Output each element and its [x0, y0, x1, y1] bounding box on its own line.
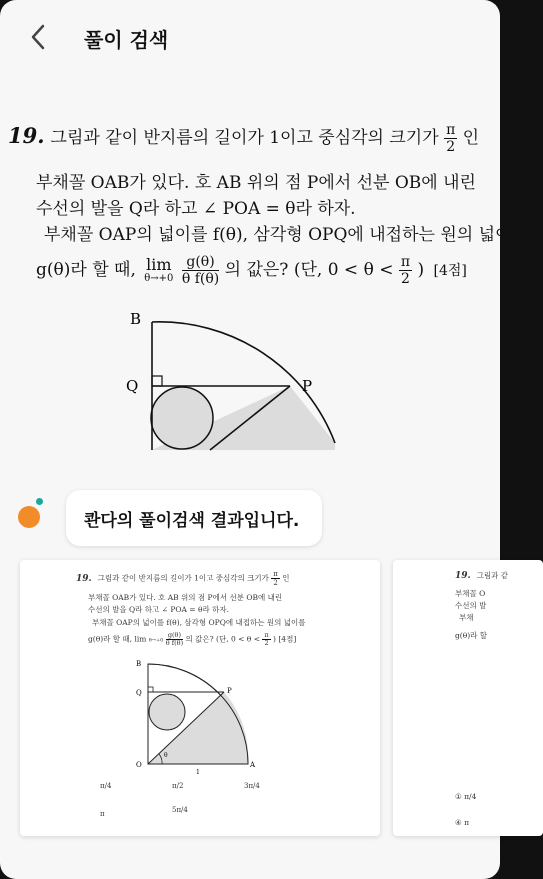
svg-text:A: A [250, 761, 256, 769]
page-title: 풀이 검색 [84, 28, 169, 52]
card-fraction: $\frac{\pi}{2}$ [273, 570, 278, 587]
fraction-pi-over-2: $\frac{\pi}{2}$ [446, 122, 456, 155]
svg-text:1: 1 [196, 769, 200, 776]
message-text: 콴다의 풀이검색 결과입니다. [84, 511, 300, 531]
result-card-partial[interactable] [393, 560, 543, 836]
card-choice-5: 5π/4 [172, 806, 188, 814]
limit: lim θ→+0 [144, 254, 174, 284]
card2-line-2: 부채꼴 O [455, 589, 486, 598]
fraction-pi-over-2-cond: $\frac{\pi}{2}$ [400, 254, 411, 287]
problem-number: 19. [8, 123, 45, 148]
assistant-message [18, 490, 488, 550]
message-bubble [66, 490, 322, 546]
results-carousel[interactable] [0, 560, 509, 840]
problem-line-4: 부채꼴 OAP의 넓이를 f(θ), 삼각형 OPQ에 내접하는 원의 넓이를 [44, 225, 528, 245]
card-line-5-question: 의 값은? [185, 634, 214, 644]
card2-line-5: g(θ)라 할 [455, 631, 488, 640]
card-choice-2: π/2 [172, 782, 184, 790]
card2-choice-4: ④ π [455, 818, 470, 827]
problem-line-1-end: 인 [462, 128, 480, 148]
condition-close: ) [417, 260, 425, 280]
card-problem-line-5 [88, 632, 296, 647]
card-line-1-end: 인 [282, 573, 290, 583]
card2-line-1-text: 그림과 같 [476, 571, 509, 580]
card-problem-line-4: 부채꼴 OAP의 넓이를 f(θ), 삼각형 OPQ에 내접하는 원의 넓이를 [92, 618, 306, 627]
points-badge: [4점] [433, 263, 467, 279]
card-lim-fraction: $\frac{g(\theta)}{\text{θ f(θ)}}$ [165, 631, 184, 647]
sector-figure [120, 300, 350, 454]
result-card[interactable] [20, 560, 380, 836]
card-choice-1: π/4 [100, 782, 112, 790]
top-bar [0, 0, 500, 80]
svg-text:B: B [136, 660, 142, 668]
card-problem-line-3: 수선의 발을 Q라 하고 ∠ POA = θ라 하자. [88, 605, 229, 614]
card2-number: 19. [455, 571, 471, 581]
card-line-5-text: g(θ)라 할 때, [88, 634, 133, 644]
svg-text:P: P [227, 687, 232, 695]
card-problem-line-2: 부채꼴 OAB가 있다. 호 AB 위의 점 P에서 선분 OB에 내린 [88, 593, 283, 602]
card-cond: (단, 0 < θ < [216, 634, 260, 644]
card2-choice-1: ① π/4 [455, 792, 477, 801]
label-Q: Q [126, 377, 139, 395]
problem-line-3: 수선의 발을 Q라 하고 ∠ POA = θ라 하자. [36, 199, 356, 219]
card-cond-close: ) [273, 634, 276, 644]
qanda-logo-icon [18, 506, 40, 528]
card-problem-line-1 [76, 570, 290, 587]
card-choice-4: π [100, 810, 105, 818]
problem-line-1 [8, 122, 479, 155]
problem-line-5-text: g(θ)라 할 때, [36, 260, 136, 280]
card2-line-1 [455, 570, 508, 581]
card-choice-3: 3π/4 [244, 782, 260, 790]
svg-text:θ: θ [164, 752, 168, 759]
problem-line-5 [36, 254, 467, 287]
fraction-g-over-theta-f: $\frac{g(\theta)}{\text{θ f(θ)}}$ [181, 254, 220, 287]
svg-text:O: O [136, 761, 142, 769]
card-problem-number: 19. [76, 573, 92, 584]
svg-text:Q: Q [136, 689, 142, 697]
incircle [151, 387, 213, 449]
card-figure [132, 656, 282, 780]
problem-line-1-text: 그림과 같이 반지름의 길이가 1이고 중심각의 크기가 [50, 128, 439, 148]
back-arrow-icon[interactable] [24, 22, 54, 52]
condition: (단, 0 < θ < [293, 260, 394, 280]
right-angle-mark [152, 376, 162, 386]
problem-line-2: 부채꼴 OAB가 있다. 호 AB 위의 점 P에서 선분 OB에 내린 [36, 173, 476, 193]
card-cond-fraction: $\frac{\pi}{2}$ [264, 631, 269, 647]
qanda-logo-dot-icon [36, 498, 43, 505]
card-line-1-text: 그림과 같이 반지름의 길이가 1이고 중심각의 크기가 [97, 573, 269, 583]
card-lim: lim [134, 634, 147, 644]
card2-line-4: 부채 [459, 613, 474, 622]
label-B: B [130, 310, 142, 328]
problem-line-5-question: 의 값은? [224, 260, 289, 280]
card2-line-3: 수선의 발 [455, 601, 487, 610]
card-points: [4점] [278, 634, 297, 644]
label-P: P [302, 377, 313, 395]
card-lim-sub: θ→+0 [148, 637, 164, 644]
